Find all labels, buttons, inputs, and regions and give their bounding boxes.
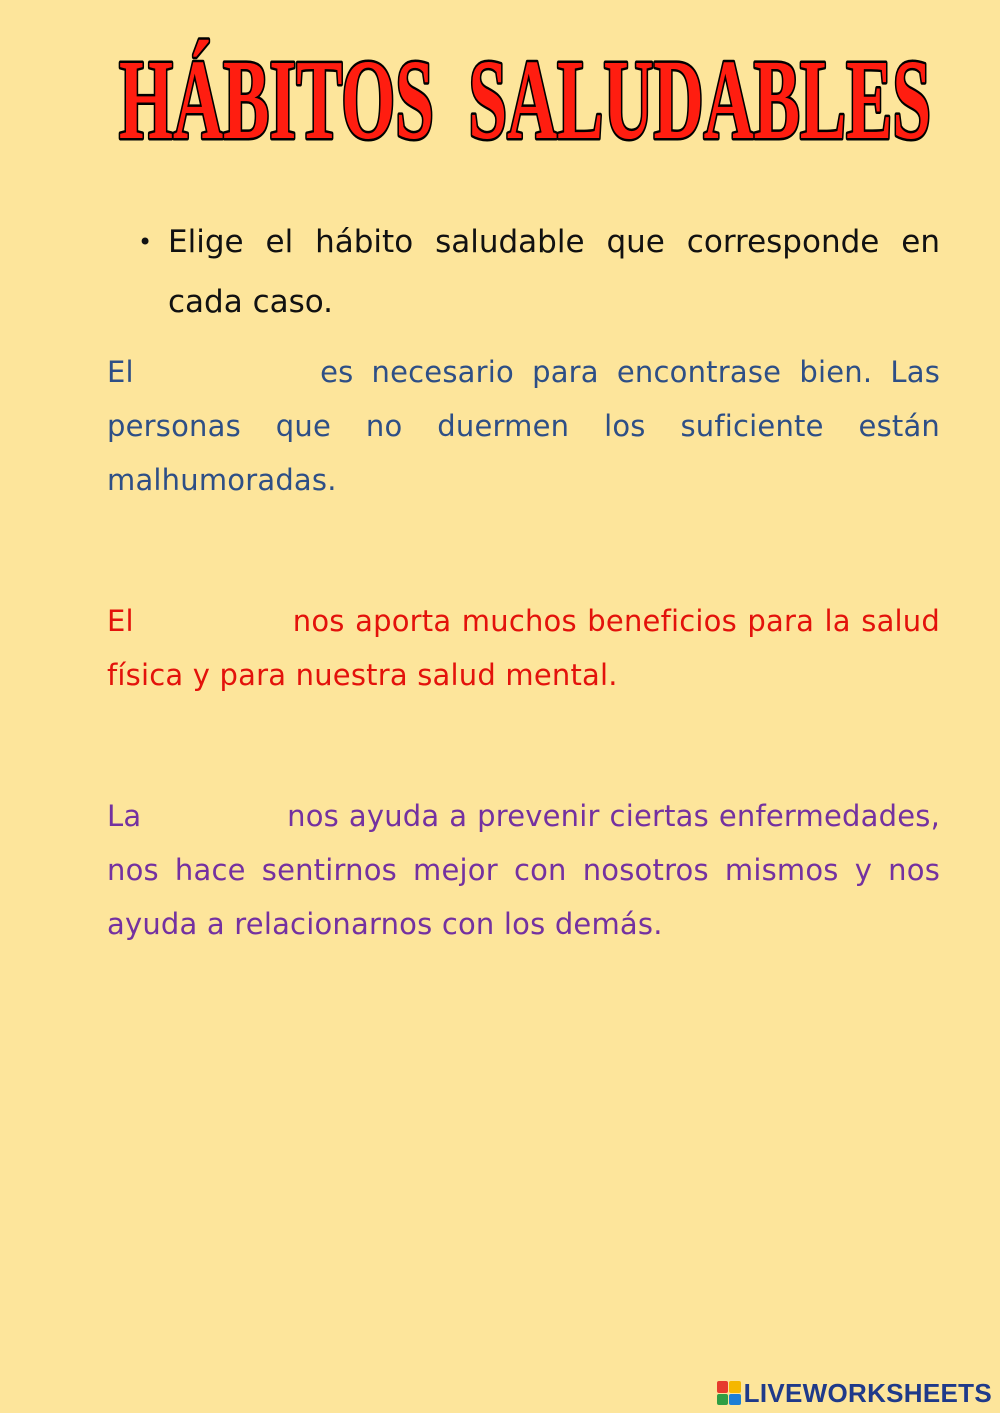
paragraph-1-text: es necesario para encontrase bien. Las personas que no duermen los suficiente están malhumoradas. xyxy=(107,355,941,497)
paragraph-2-text: nos aporta muchos beneficios para la salud física y para nuestra salud mental. xyxy=(107,604,940,692)
instruction-bullet: • xyxy=(138,228,153,256)
paragraph-1-lead: El xyxy=(107,355,134,389)
page-title xyxy=(110,30,940,160)
paragraph-3-lead: La xyxy=(107,799,142,833)
instruction xyxy=(138,212,940,332)
liveworksheets-logo-icon xyxy=(717,1381,741,1405)
logo-square-yellow xyxy=(729,1381,741,1393)
instruction-text: Elige el hábito saludable que corresponde en cada caso. xyxy=(168,224,940,320)
paragraph-2-lead: El xyxy=(107,604,134,638)
paragraph-hygiene xyxy=(107,789,940,951)
logo-square-blue xyxy=(729,1394,741,1406)
answer-gap-2[interactable] xyxy=(144,603,282,643)
paragraph-3-text: nos ayuda a prevenir ciertas enfermedades, nos hace sentirnos mejor con nosotros mismos y nos ayuda a relacionarnos con los demás. xyxy=(107,799,940,941)
logo-square-red xyxy=(717,1381,729,1393)
answer-gap-1[interactable] xyxy=(152,354,302,394)
paragraph-exercise xyxy=(107,594,940,702)
liveworksheets-watermark xyxy=(717,1377,992,1409)
page-title-text: HÁBITOS SALUDABLES xyxy=(119,36,931,160)
answer-gap-3[interactable] xyxy=(151,798,277,838)
liveworksheets-brand: LIVEWORKSHEETS xyxy=(743,1377,992,1408)
page-title-graphic xyxy=(110,30,940,160)
logo-square-green xyxy=(717,1394,729,1406)
paragraph-sleep xyxy=(107,345,940,507)
